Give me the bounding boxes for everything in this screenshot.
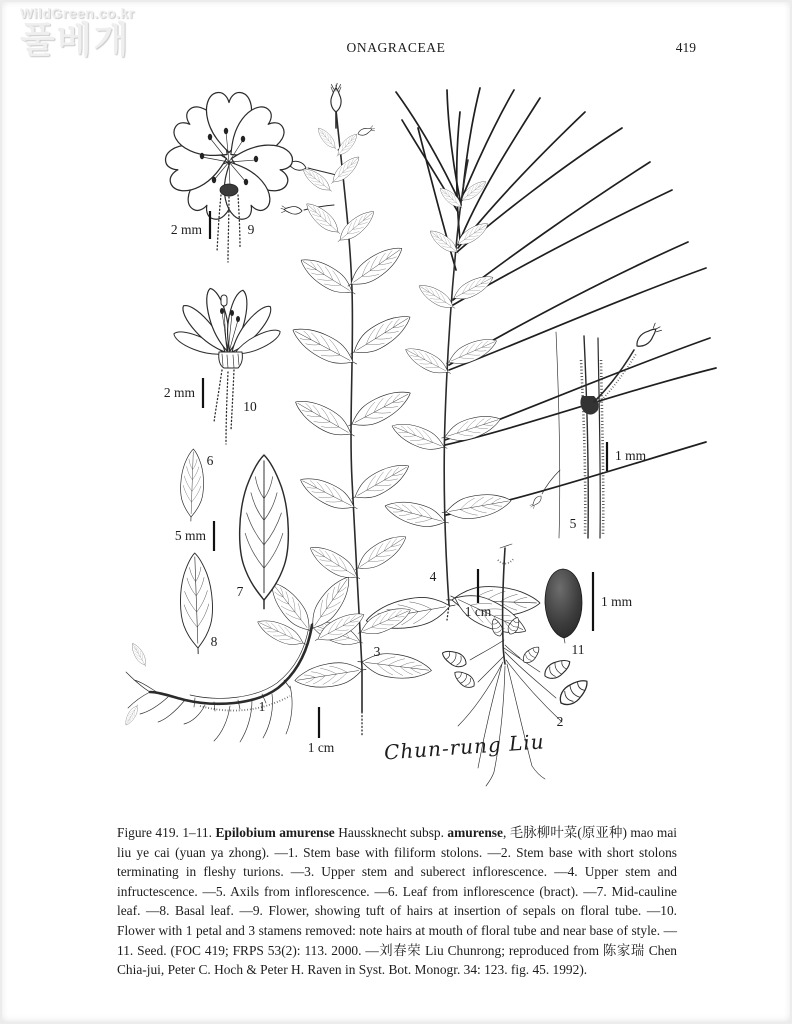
flower-10 [171, 286, 283, 444]
plant-1-stem-base [123, 571, 368, 742]
scale-bar-plant-4-label: 1 cm [464, 604, 492, 619]
caption-species-name: Epilobium amurense [215, 825, 335, 840]
family-name: ONAGRACEAE [346, 40, 446, 55]
page-number: 419 [675, 40, 696, 55]
caption-segment: , 毛脉柳叶菜(原亚种) mao mai liu ye cai (yuan ya zhong). —1. Stem base with filiform stolons. —2. Stem base with short stolons terminating in fleshy turions. —3. Upper stem and suberect inflorescence. —4. Upper stem and infructescence. —5. Axils from inflorescence. —6. Leaf from inflorescence (bract). —7. Mid-cauline leaf. —8. Basal leaf. —9. Flower, showing tuft of hairs at insertion of sepals on floral tube. —10. Flower with 1 petal and 3 stamens removed: note hairs at mouth of floral tube and near base of style. —11. Seed. (FOC 419; FRPS 53(2): 113. 2000. —刘春荣 Liu Chunrong; reproduced from 陈家瑞 Chen Chia-jui, Peter C. Hoch & Peter H. Raven in Syst. Bot. Monogr. 34: 123. fig. 45. 1992). [117, 825, 677, 978]
part-label-6: 6 [206, 453, 214, 468]
watermark-korean-text: 풀베개 [20, 18, 131, 60]
artist-signature: Chun-rung Liu [383, 729, 546, 765]
scale-bar-plant-1-label: 1 cm [307, 740, 335, 755]
plant-4-infructescence [364, 88, 716, 643]
plant-3-inflorescence [281, 83, 433, 735]
part-label-4: 4 [429, 569, 437, 584]
part-label-3: 3 [373, 644, 381, 659]
scale-bar-flower-9-label: 2 mm [170, 222, 202, 237]
part-label-2: 2 [556, 714, 564, 729]
scale-bar-leaves-label: 5 mm [174, 528, 206, 543]
part-label-1: 1 [258, 699, 266, 714]
caption-segment: Figure 419. 1–11. [117, 825, 216, 840]
figure-caption [117, 823, 677, 980]
detail-5-axil [529, 322, 663, 538]
caption-segment: Haussknecht subsp. [334, 825, 448, 840]
scale-bar-axil-label: 1 mm [615, 448, 647, 463]
part-label-10: 10 [243, 399, 257, 414]
part-label-8: 8 [210, 634, 218, 649]
watermark-site-text: WildGreen.co.kr [20, 5, 135, 21]
part-label-9: 9 [247, 222, 255, 237]
part-label-5: 5 [569, 516, 577, 531]
part-label-11: 11 [571, 642, 585, 657]
leaf-8-basal [179, 553, 214, 655]
scale-bar-flower-10-label: 2 mm [163, 385, 195, 400]
part-label-7: 7 [236, 584, 244, 599]
caption-subspecies-name: amurense [447, 825, 503, 840]
seed-11 [545, 569, 582, 643]
scale-bar-seed-label: 1 mm [601, 594, 633, 609]
leaf-6-bract [179, 449, 204, 522]
